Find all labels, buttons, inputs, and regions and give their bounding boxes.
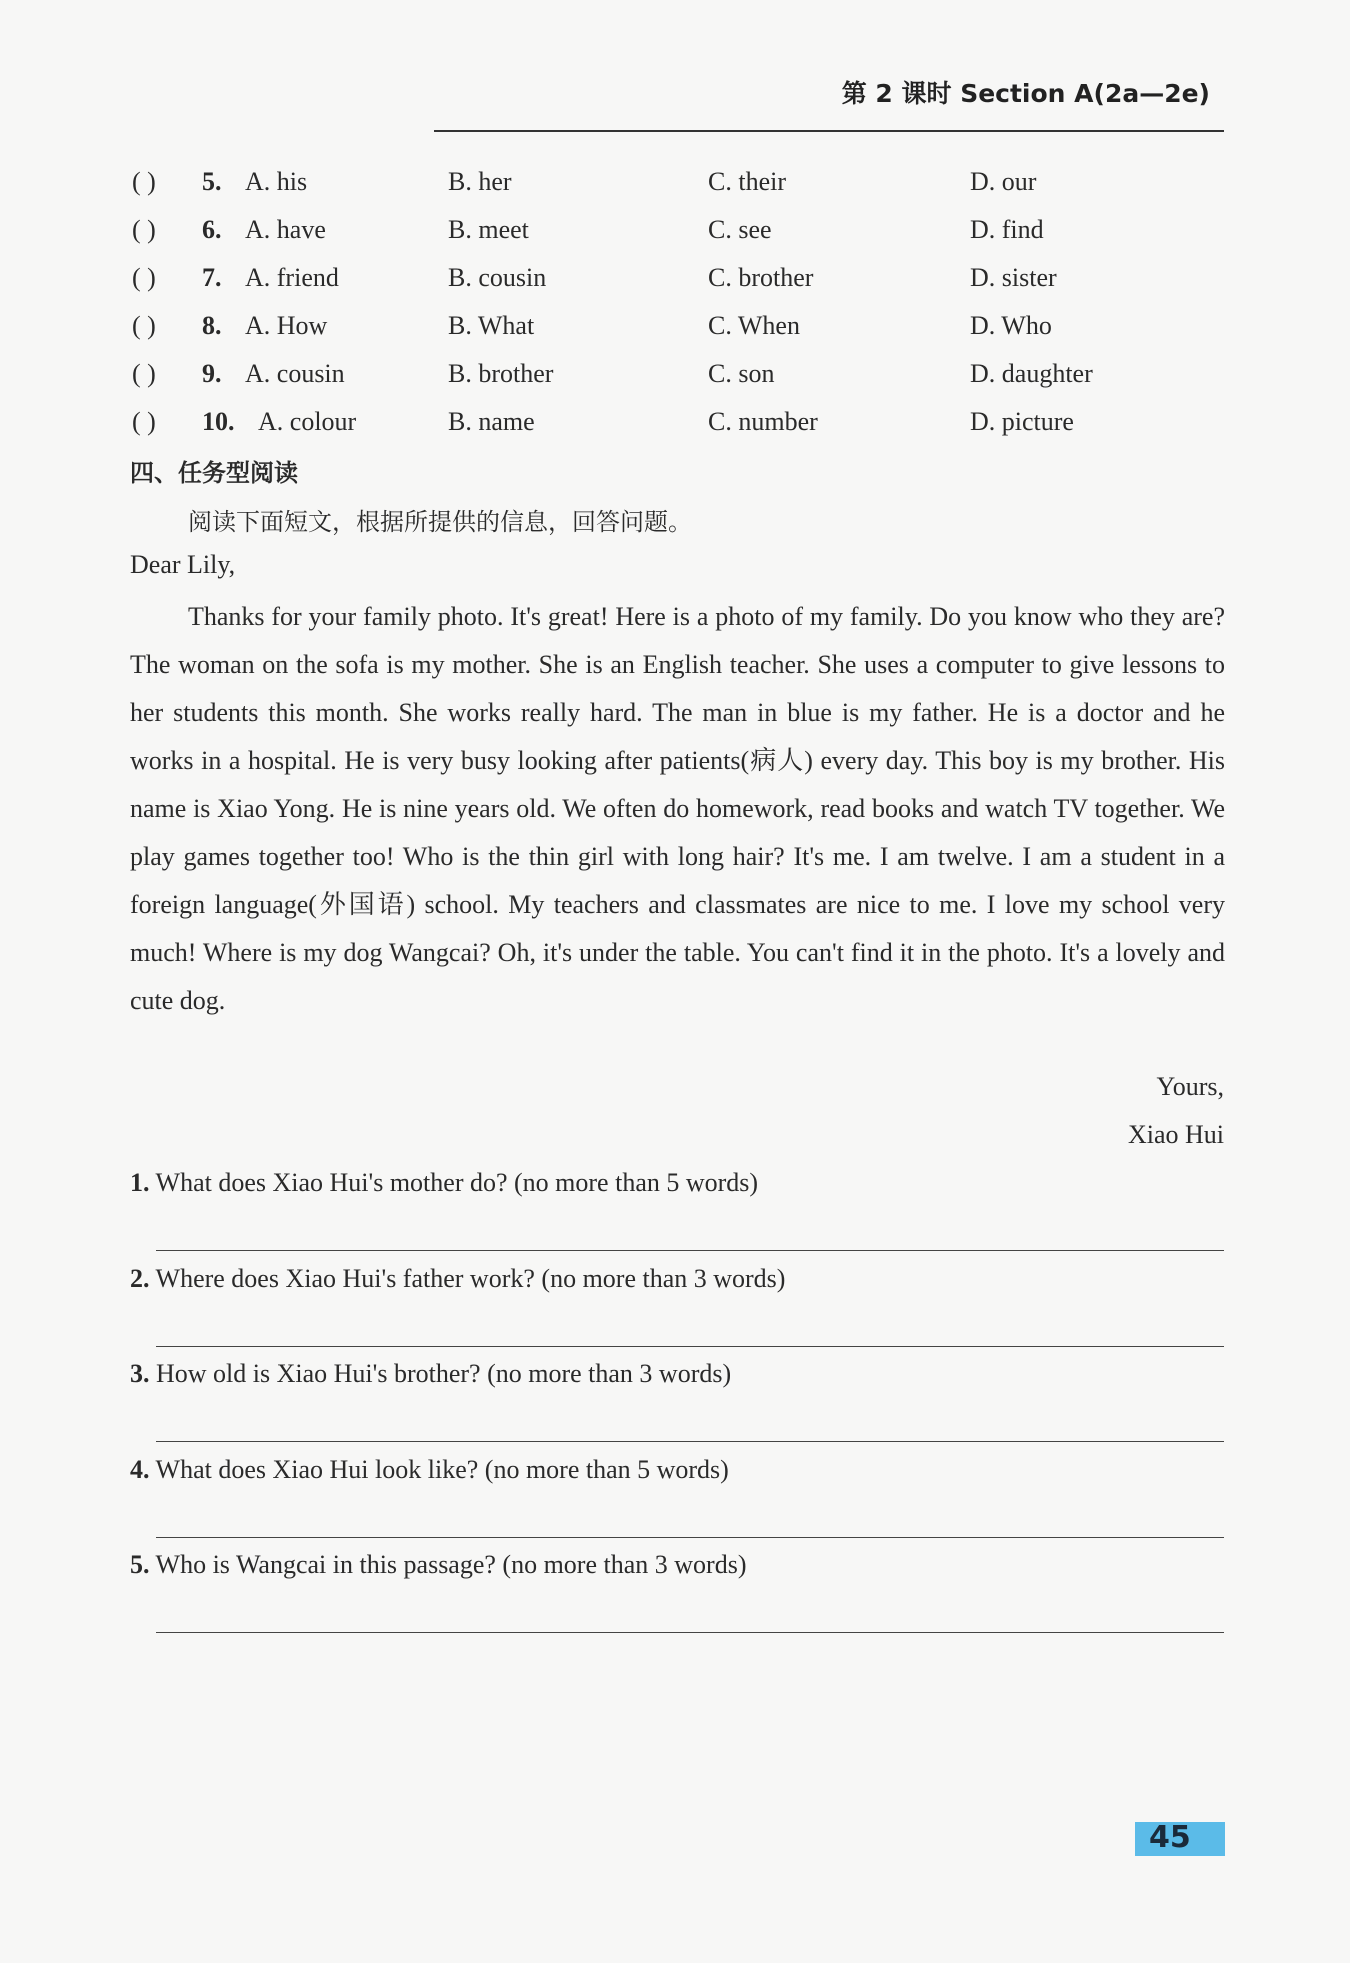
question-number: 10. xyxy=(202,407,235,436)
choice-question xyxy=(130,359,1230,399)
option-a: A. friend xyxy=(245,263,339,292)
question-text: Who is Wangcai in this passage? (no more than 3 words) xyxy=(149,1550,747,1579)
option-a: A. have xyxy=(245,215,326,244)
option-b: B. name xyxy=(448,407,535,436)
question-number: 8. xyxy=(202,311,222,340)
option-b: B. her xyxy=(448,167,512,196)
page-number: 45 xyxy=(1149,1820,1191,1855)
letter-greeting: Dear Lily, xyxy=(130,550,236,579)
option-a: A. his xyxy=(245,167,308,196)
answer-line[interactable] xyxy=(156,1346,1224,1347)
section-title: 四、任务型阅读 xyxy=(130,459,298,487)
question-text: What does Xiao Hui's mother do? (no more than 5 words) xyxy=(149,1168,759,1197)
choice-question xyxy=(130,167,1230,207)
option-b: B. What xyxy=(448,311,535,340)
option-d: D. Who xyxy=(970,311,1052,340)
question-number: 4. xyxy=(130,1455,150,1484)
option-d: D. our xyxy=(970,167,1037,196)
option-d: D. find xyxy=(970,215,1044,244)
option-d: D. picture xyxy=(970,407,1074,436)
reading-passage: Thanks for your family photo. It's great! Here is a photo of my family. Do you know who they are? The woman on the sofa is my mother. She is an English teacher. She uses a computer to give lessons to her students this month. She works really hard. The man in blue is my father. He is a doctor and he works in a hospital. He is very busy looking after patients(病人) every day. This boy is my brother. His name is Xiao Yong. He is nine years old. We often do homework, read books and watch TV together. We play games together too! Who is the thin girl with long hair? It's me. I am twelve. I am a student in a foreign language(外国语) school. My teachers and classmates are nice to me. I love my school very much! Where is my dog Wangcai? Oh, it's under the table. You can't find it in the photo. It's a lovely and cute dog. xyxy=(130,602,1225,1015)
option-c: C. son xyxy=(708,359,775,388)
reading-question xyxy=(130,1264,785,1294)
answer-bracket[interactable]: ( ) xyxy=(132,407,156,436)
option-c: C. see xyxy=(708,215,772,244)
choice-question xyxy=(130,215,1230,255)
option-c: C. brother xyxy=(708,263,814,292)
question-number: 7. xyxy=(202,263,222,292)
question-number: 6. xyxy=(202,215,222,244)
question-number: 5. xyxy=(130,1550,150,1579)
choice-question xyxy=(130,263,1230,303)
page-number-badge xyxy=(1135,1822,1225,1856)
reading-question xyxy=(130,1359,731,1389)
reading-question xyxy=(130,1455,729,1485)
question-number: 1. xyxy=(130,1168,150,1197)
question-text: What does Xiao Hui look like? (no more than 5 words) xyxy=(149,1455,729,1484)
option-b: B. brother xyxy=(448,359,554,388)
question-number: 3. xyxy=(130,1359,150,1388)
question-text: Where does Xiao Hui's father work? (no more than 3 words) xyxy=(149,1264,786,1293)
letter-signature: Xiao Hui xyxy=(1127,1120,1224,1149)
option-a: A. colour xyxy=(258,407,357,436)
question-number: 9. xyxy=(202,359,222,388)
option-a: A. cousin xyxy=(245,359,345,388)
option-d: D. sister xyxy=(970,263,1057,292)
reading-question xyxy=(130,1168,758,1198)
answer-bracket[interactable]: ( ) xyxy=(132,215,156,244)
answer-line[interactable] xyxy=(156,1537,1224,1538)
answer-line[interactable] xyxy=(156,1250,1224,1251)
letter-closing: Yours, xyxy=(1156,1072,1224,1101)
option-d: D. daughter xyxy=(970,359,1093,388)
question-number: 2. xyxy=(130,1264,150,1293)
page-header xyxy=(434,70,1224,132)
option-c: C. When xyxy=(708,311,800,340)
option-b: B. meet xyxy=(448,215,529,244)
answer-line[interactable] xyxy=(156,1441,1224,1442)
choice-question xyxy=(130,407,1230,447)
question-text: How old is Xiao Hui's brother? (no more than 3 words) xyxy=(149,1359,732,1388)
header-title: 第 2 课时 Section A(2a—2e) xyxy=(841,79,1210,108)
answer-bracket[interactable]: ( ) xyxy=(132,167,156,196)
option-c: C. number xyxy=(708,407,818,436)
option-b: B. cousin xyxy=(448,263,547,292)
section-instruction: 阅读下面短文，根据所提供的信息，回答问题。 xyxy=(188,508,692,536)
question-number: 5. xyxy=(202,167,222,196)
answer-line[interactable] xyxy=(156,1632,1224,1633)
answer-bracket[interactable]: ( ) xyxy=(132,311,156,340)
answer-bracket[interactable]: ( ) xyxy=(132,359,156,388)
reading-question xyxy=(130,1550,746,1580)
option-c: C. their xyxy=(708,167,786,196)
choice-question xyxy=(130,311,1230,351)
option-a: A. How xyxy=(245,311,328,340)
answer-bracket[interactable]: ( ) xyxy=(132,263,156,292)
